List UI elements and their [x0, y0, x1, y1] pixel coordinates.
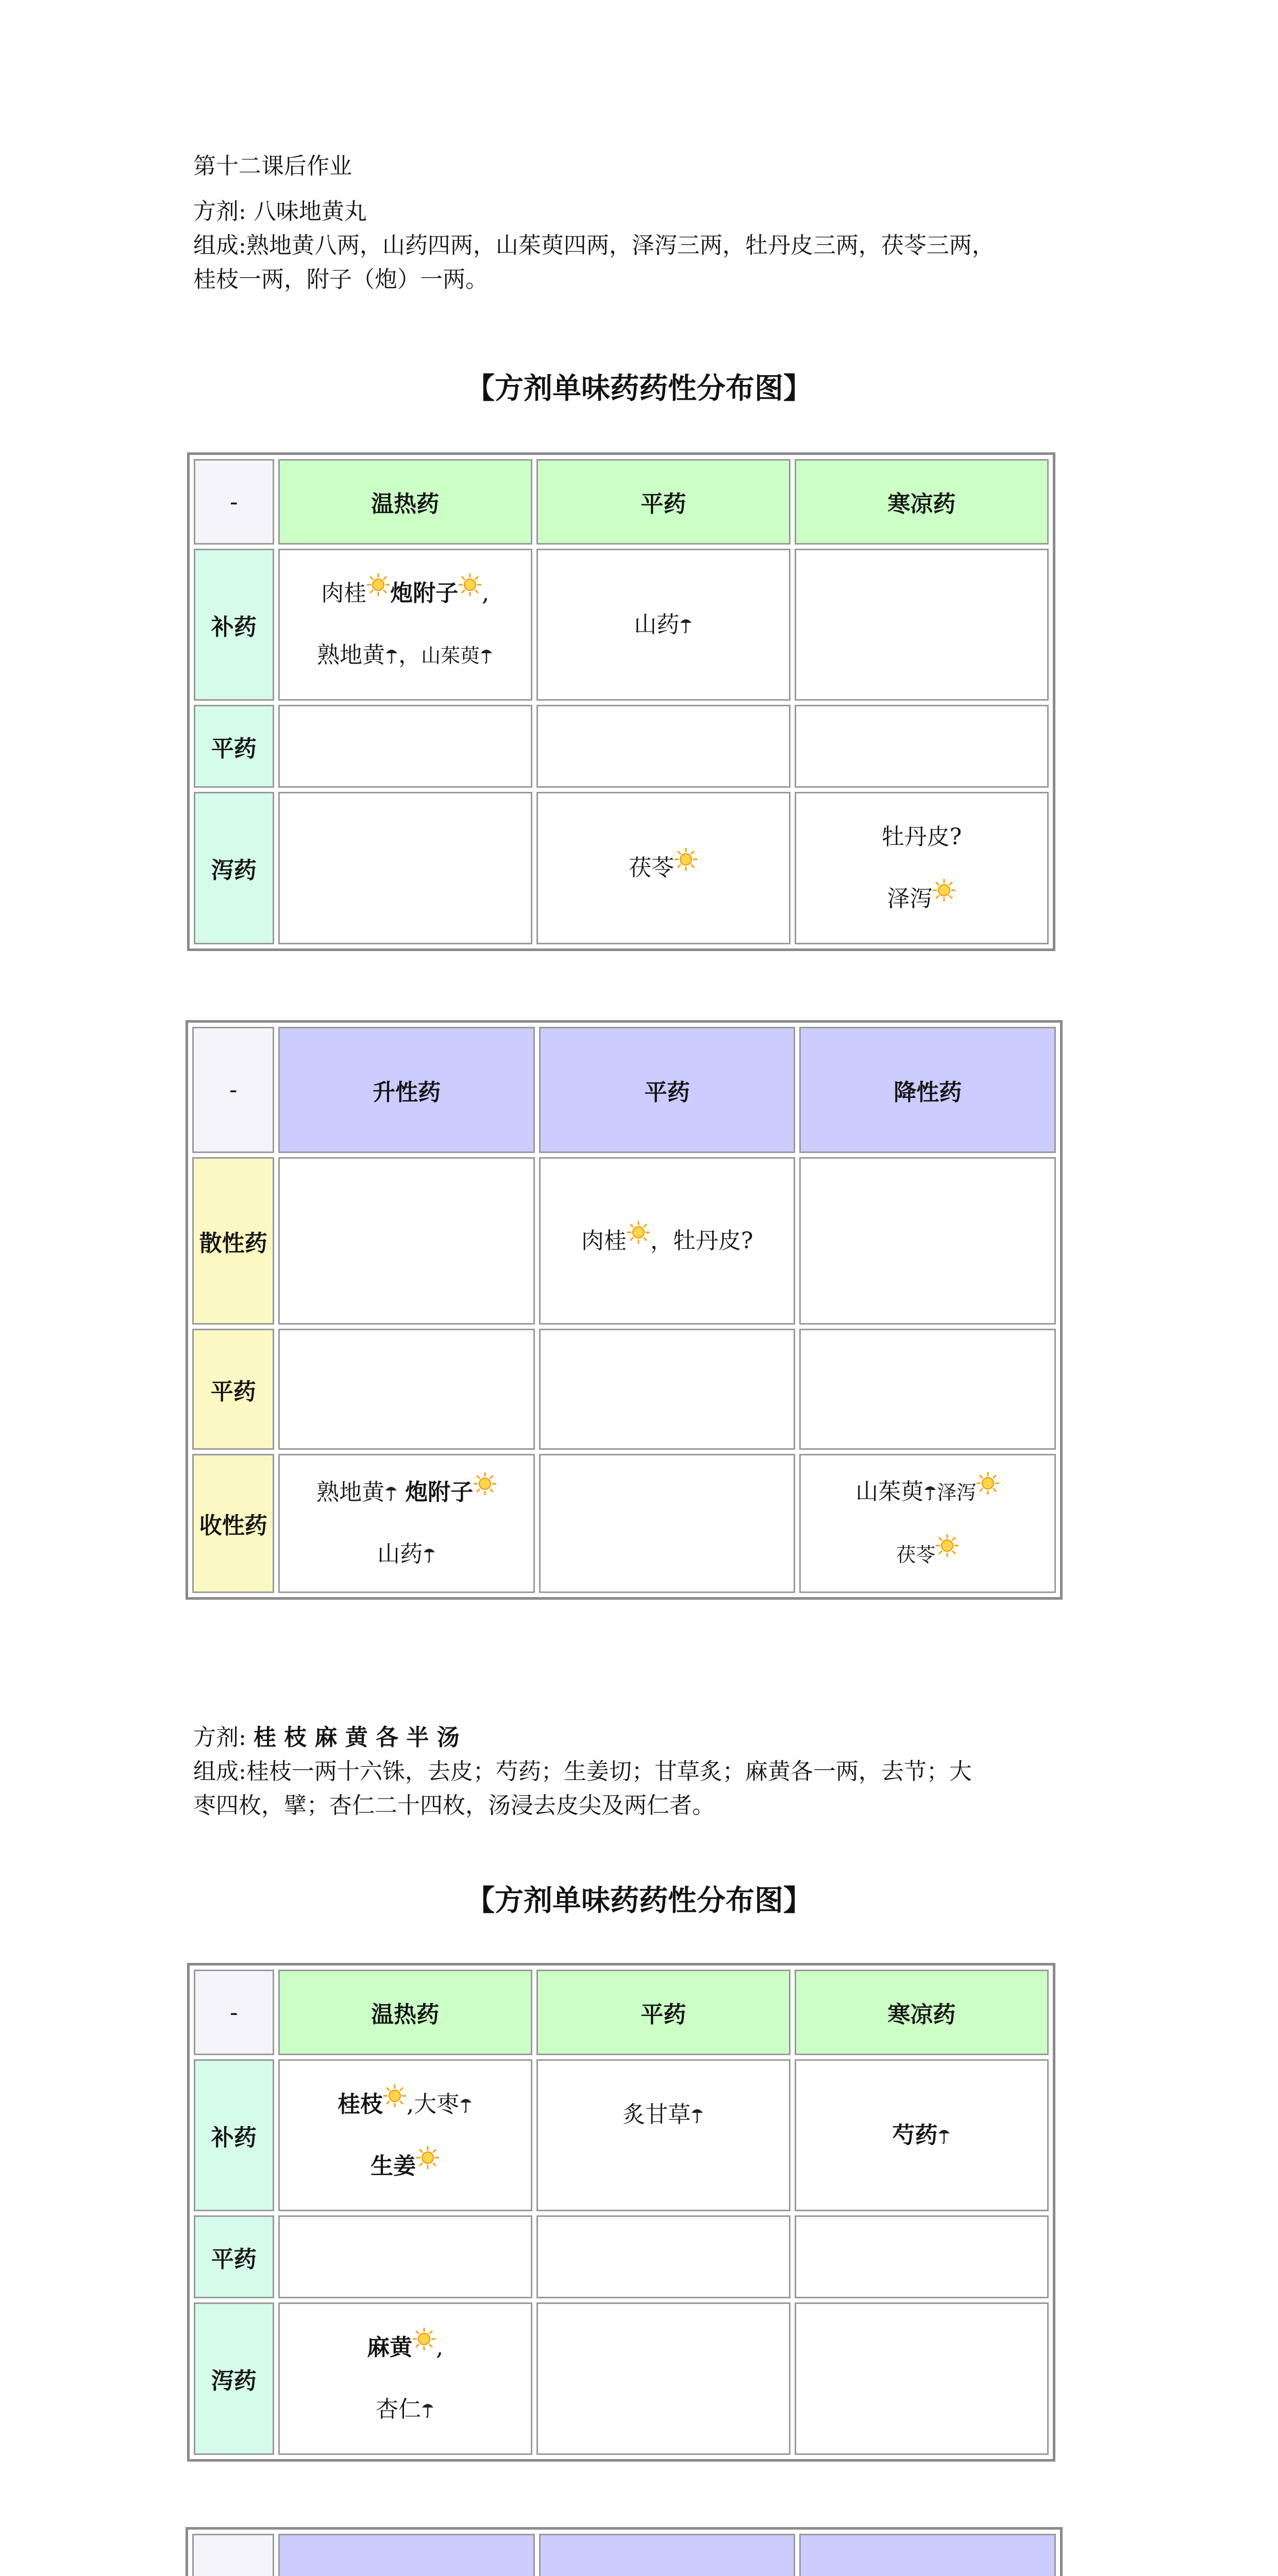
sun-icon	[674, 848, 698, 871]
umbrella-icon	[423, 1545, 436, 1563]
herb: 牡丹皮?	[881, 824, 962, 851]
herb: 芍药	[892, 2122, 938, 2148]
header-neutral: 平药	[539, 1027, 796, 1153]
cell-astringe-ascend	[278, 1454, 534, 1593]
cell-neutral-warm	[278, 705, 532, 788]
umbrella-icon	[384, 1483, 398, 1501]
herb: 牡丹皮?	[672, 1227, 753, 1254]
sun-icon	[383, 2084, 407, 2108]
formula-1-name: 八味地黄丸	[253, 198, 367, 225]
formula-label: 方剂:	[193, 1724, 246, 1751]
cell-disperse-ascend	[278, 1157, 534, 1325]
herb: 熟地黄	[316, 1479, 385, 1505]
cell-purge-warm	[278, 792, 532, 944]
umbrella-icon	[937, 2126, 951, 2144]
header-cold: 寒凉药	[795, 1970, 1049, 2055]
row-disperse: 散性药	[192, 1157, 274, 1325]
table-disperse-astringe-2	[186, 2527, 1063, 2576]
sun-icon	[627, 1221, 650, 1244]
header-descend	[799, 2534, 1056, 2576]
umbrella-icon	[480, 646, 493, 664]
formula-1-composition-cont: 桂枝一两，附子（炮）一两。	[193, 266, 488, 293]
cell-tonify-cold	[795, 2059, 1049, 2211]
sun-icon	[416, 2146, 440, 2170]
herb: 山药	[377, 1541, 423, 1567]
sun-icon	[932, 878, 956, 902]
cell-tonify-cold	[795, 549, 1049, 701]
composition-text: 熟地黄八两，山药四两，山茱萸四两，泽泻三两，牡丹皮三两，茯苓三两，	[246, 232, 995, 259]
herb: 肉桂	[581, 1227, 627, 1254]
formula-2-composition-cont: 枣四枚，擘；杏仁二十四枚，汤浸去皮尖及两仁者。	[193, 1792, 715, 1819]
corner-cell: -	[192, 1027, 274, 1153]
sun-icon	[412, 2327, 436, 2351]
formula-2-name-line	[193, 1721, 1100, 1755]
header-ascend	[278, 2534, 535, 2576]
herb: 炮附子	[390, 580, 459, 607]
cell-neutral-warm	[278, 2215, 532, 2298]
umbrella-icon	[421, 2400, 434, 2418]
table-tonify-purge-2	[187, 1963, 1055, 2462]
cell-neutral-descend	[799, 1329, 1056, 1450]
cell-neutral-neutral	[536, 705, 791, 788]
cell-disperse-descend	[799, 1157, 1056, 1325]
sun-icon	[473, 1472, 497, 1496]
herb: 泽泻	[887, 886, 933, 912]
herb: 大枣	[414, 2091, 460, 2117]
cell-purge-neutral	[536, 792, 791, 944]
cell-neutral-cold	[795, 2215, 1049, 2298]
header-descend: 降性药	[799, 1027, 1056, 1153]
table-disperse-astringe-1	[186, 1020, 1063, 1600]
umbrella-icon	[691, 2106, 704, 2123]
herb: 肉桂	[321, 580, 367, 607]
header-neutral	[539, 2534, 796, 2576]
cell-purge-warm: 麻黄 , 杏仁	[278, 2302, 532, 2455]
formula-1-composition	[193, 229, 1100, 263]
herb: 杏仁	[376, 2396, 422, 2423]
cell-astringe-neutral	[539, 1454, 796, 1593]
umbrella-icon	[923, 1483, 937, 1500]
composition-label: 组成:	[193, 232, 246, 259]
separator: ，	[398, 642, 422, 669]
cell-neutral-ascend	[278, 1329, 534, 1450]
header-warm: 温热药	[278, 459, 532, 545]
corner-cell	[192, 2534, 274, 2576]
row-tonify: 补药	[194, 549, 274, 701]
row-neutral: 平药	[194, 2215, 274, 2298]
cell-tonify-warm: 肉桂 炮附子 , 熟地黄 ，山茱萸	[278, 549, 532, 701]
header-neutral: 平药	[536, 459, 791, 545]
herb: 泽泻	[937, 1481, 977, 1504]
herb: 茯苓	[896, 1544, 936, 1566]
header-ascend: 升性药	[278, 1027, 534, 1153]
herb: 山药	[634, 611, 680, 638]
composition-text: 桂枝一两十六铢，去皮；芍药；生姜切；甘草炙；麻黄各一两，去节；大	[246, 1758, 972, 1785]
cell-tonify-neutral	[536, 549, 791, 701]
cell-tonify-warm: 桂枝 ,大枣 生姜	[278, 2059, 532, 2211]
sun-icon	[935, 1534, 959, 1557]
row-neutral: 平药	[194, 705, 274, 788]
homework-title: 第十二课后作业	[193, 153, 352, 179]
header-warm: 温热药	[278, 1970, 532, 2055]
chart-title-1: 【方剂单味药药性分布图】	[466, 372, 812, 405]
header-cold: 寒凉药	[795, 459, 1049, 545]
herb: 麻黄	[367, 2334, 413, 2361]
herb: 炙甘草	[623, 2102, 691, 2128]
formula-2-name: 桂 枝 麻 黄 各 半 汤	[253, 1724, 460, 1751]
cell-neutral-neutral	[536, 2215, 791, 2298]
formula-label: 方剂:	[193, 198, 246, 225]
cell-neutral-neutral	[539, 1329, 796, 1450]
row-tonify: 补药	[194, 2059, 274, 2211]
sun-icon	[366, 573, 390, 597]
cell-purge-cold	[795, 2302, 1049, 2455]
header-neutral: 平药	[536, 1970, 791, 2055]
cell-neutral-cold	[795, 705, 1049, 788]
formula-2-composition	[193, 1755, 1100, 1789]
corner-cell: -	[194, 459, 274, 545]
cell-purge-cold	[795, 792, 1049, 944]
herb: 桂枝	[338, 2091, 383, 2117]
cell-purge-neutral	[536, 2302, 791, 2455]
herb: 熟地黄	[317, 642, 385, 669]
table-tonify-purge-1	[187, 452, 1055, 951]
row-neutral: 平药	[192, 1329, 274, 1450]
row-purge: 泻药	[194, 792, 274, 944]
corner-cell: -	[194, 1970, 274, 2055]
formula-1-name-line	[193, 195, 1100, 229]
umbrella-icon	[459, 2095, 473, 2113]
umbrella-icon	[385, 646, 398, 664]
formula-1-section	[193, 149, 1100, 297]
formula-2-section	[193, 1721, 1100, 1823]
herb: 山茱萸	[421, 645, 480, 668]
herb: 茯苓	[629, 855, 675, 882]
herb: 炮附子	[405, 1479, 474, 1505]
row-astringe: 收性药	[192, 1454, 274, 1593]
herb: 山茱萸	[855, 1479, 924, 1505]
cell-tonify-neutral	[536, 2059, 791, 2211]
composition-label: 组成:	[193, 1758, 246, 1785]
sun-icon	[976, 1471, 1000, 1495]
cell-disperse-neutral: 肉桂 ，牡丹皮?	[539, 1157, 796, 1325]
umbrella-icon	[679, 616, 693, 633]
cell-astringe-descend	[799, 1454, 1056, 1593]
chart-title-2: 【方剂单味药药性分布图】	[466, 1884, 812, 1918]
herb: 生姜	[371, 2153, 416, 2179]
row-purge: 泻药	[194, 2302, 274, 2455]
sun-icon	[458, 573, 482, 597]
